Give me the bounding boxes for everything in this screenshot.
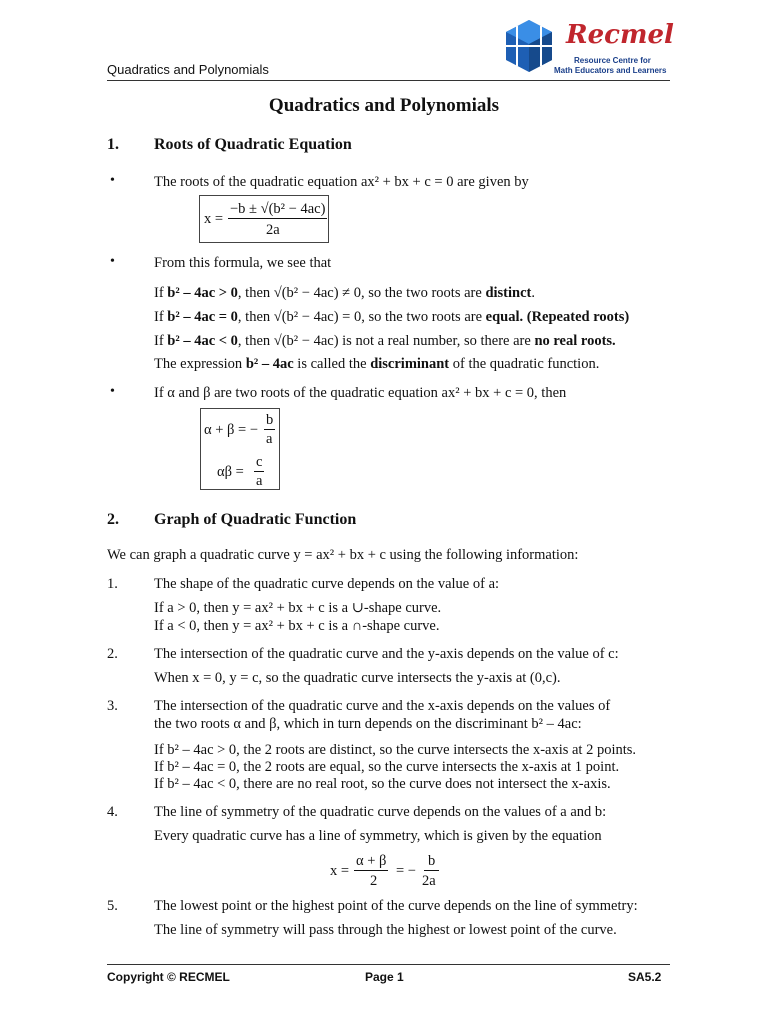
product-lhs: αβ = — [217, 464, 244, 480]
logo-tagline-1: Resource Centre for — [574, 56, 651, 65]
bullet: • — [110, 254, 115, 269]
item-sub: If b² – 4ac = 0, the 2 roots are equal, so the curve intersects the x-axis at 1 point. — [154, 759, 620, 775]
quadratic-formula-box — [199, 195, 329, 243]
item-sub: If b² – 4ac < 0, there are no real root, so the curve does not intersect the x-axis. — [154, 776, 611, 792]
item-line: the two roots α and β, which in turn depends on the discriminant b² – 4ac: — [154, 716, 582, 732]
sum-lhs: α + β = − — [204, 422, 259, 438]
item-number: 3. — [107, 698, 118, 714]
product-denominator: a — [256, 473, 263, 489]
case-negative: If b² – 4ac < 0, then √(b² − 4ac) is not a real number, so there are no real roots. — [154, 333, 616, 349]
roots-relation-intro: If α and β are two roots of the quadratic equation ax² + bx + c = 0, then — [154, 385, 567, 401]
footer-code: SA5.2 — [628, 970, 662, 984]
item-sub: When x = 0, y = c, so the quadratic curve intersects the y-axis at (0,c). — [154, 670, 561, 686]
discriminant-def: The expression b² – 4ac is called the discriminant of the quadratic function. — [154, 356, 600, 372]
item-sub: Every quadratic curve has a line of symmetry, which is given by the equation — [154, 828, 602, 844]
bullet: • — [110, 173, 115, 188]
roots-intro: The roots of the quadratic equation ax² + bx + c = 0 are given by — [154, 174, 529, 190]
footer-rule — [107, 964, 670, 965]
graph-intro: We can graph a quadratic curve y = ax² + bx + c using the following information: — [107, 547, 579, 563]
formula-intro: From this formula, we see that — [154, 255, 332, 271]
sum-numerator: b — [266, 412, 274, 428]
sym-denominator2: 2a — [422, 873, 436, 889]
formula-denominator: 2a — [266, 222, 280, 238]
section2-heading: Graph of Quadratic Function — [154, 511, 357, 528]
page-title: Quadratics and Polynomials — [268, 95, 500, 116]
item-sub: If a < 0, then y = ax² + bx + c is a ∩-shape curve. — [154, 618, 440, 634]
cube-logo-icon — [500, 18, 558, 76]
sym-equals: = − — [396, 863, 416, 879]
item-number: 1. — [107, 576, 118, 592]
item-sub: If a > 0, then y = ax² + bx + c is a ∪-shape curve. — [154, 600, 442, 616]
bullet: • — [110, 384, 115, 399]
item-line: The shape of the quadratic curve depends on the value of a: — [154, 576, 500, 592]
formula-numerator: −b ± √(b² − 4ac) — [230, 201, 326, 217]
recmel-logo — [500, 18, 674, 78]
symmetry-equation — [330, 850, 450, 890]
logo-brand: Recmel — [566, 20, 674, 50]
section1-number: 1. — [107, 136, 119, 153]
footer-copyright: Copyright © RECMEL — [107, 970, 230, 984]
item-number: 2. — [107, 646, 118, 662]
item-line: The lowest point or the highest point of the curve depends on the line of symmetry: — [154, 898, 638, 914]
sym-numerator1: α + β — [356, 853, 387, 869]
item-sub: If b² – 4ac > 0, the 2 roots are distinct, so the curve intersects the x-axis at 2 points. — [154, 742, 637, 758]
running-header: Quadratics and Polynomials — [107, 62, 269, 77]
case-positive: If b² – 4ac > 0, then √(b² − 4ac) ≠ 0, so the two roots are distinct. — [154, 285, 535, 301]
item-line: The line of symmetry of the quadratic curve depends on the values of a and b: — [154, 804, 607, 820]
section1-heading: Roots of Quadratic Equation — [154, 136, 352, 153]
item-number: 4. — [107, 804, 118, 820]
sym-numerator2: b — [424, 852, 439, 871]
product-numerator: c — [256, 454, 263, 470]
item-line: The intersection of the quadratic curve and the y-axis depends on the value of c: — [154, 646, 619, 662]
case-zero: If b² – 4ac = 0, then √(b² − 4ac) = 0, so the two roots are equal. (Repeated roots) — [154, 309, 630, 325]
formula-lhs: x = — [204, 211, 224, 227]
header-rule — [107, 80, 670, 81]
sum-denominator: a — [266, 431, 273, 447]
footer-page: Page 1 — [365, 970, 404, 984]
logo-tagline-2: Math Educators and Learners — [554, 66, 667, 75]
item-number: 5. — [107, 898, 118, 914]
item-sub: The line of symmetry will pass through the highest or lowest point of the curve. — [154, 922, 617, 938]
sum-product-box — [200, 408, 280, 490]
sym-lhs: x = — [330, 863, 350, 879]
sym-denominator1: 2 — [370, 873, 378, 889]
item-line: The intersection of the quadratic curve and the x-axis depends on the values of — [154, 698, 611, 714]
section2-number: 2. — [107, 511, 119, 528]
